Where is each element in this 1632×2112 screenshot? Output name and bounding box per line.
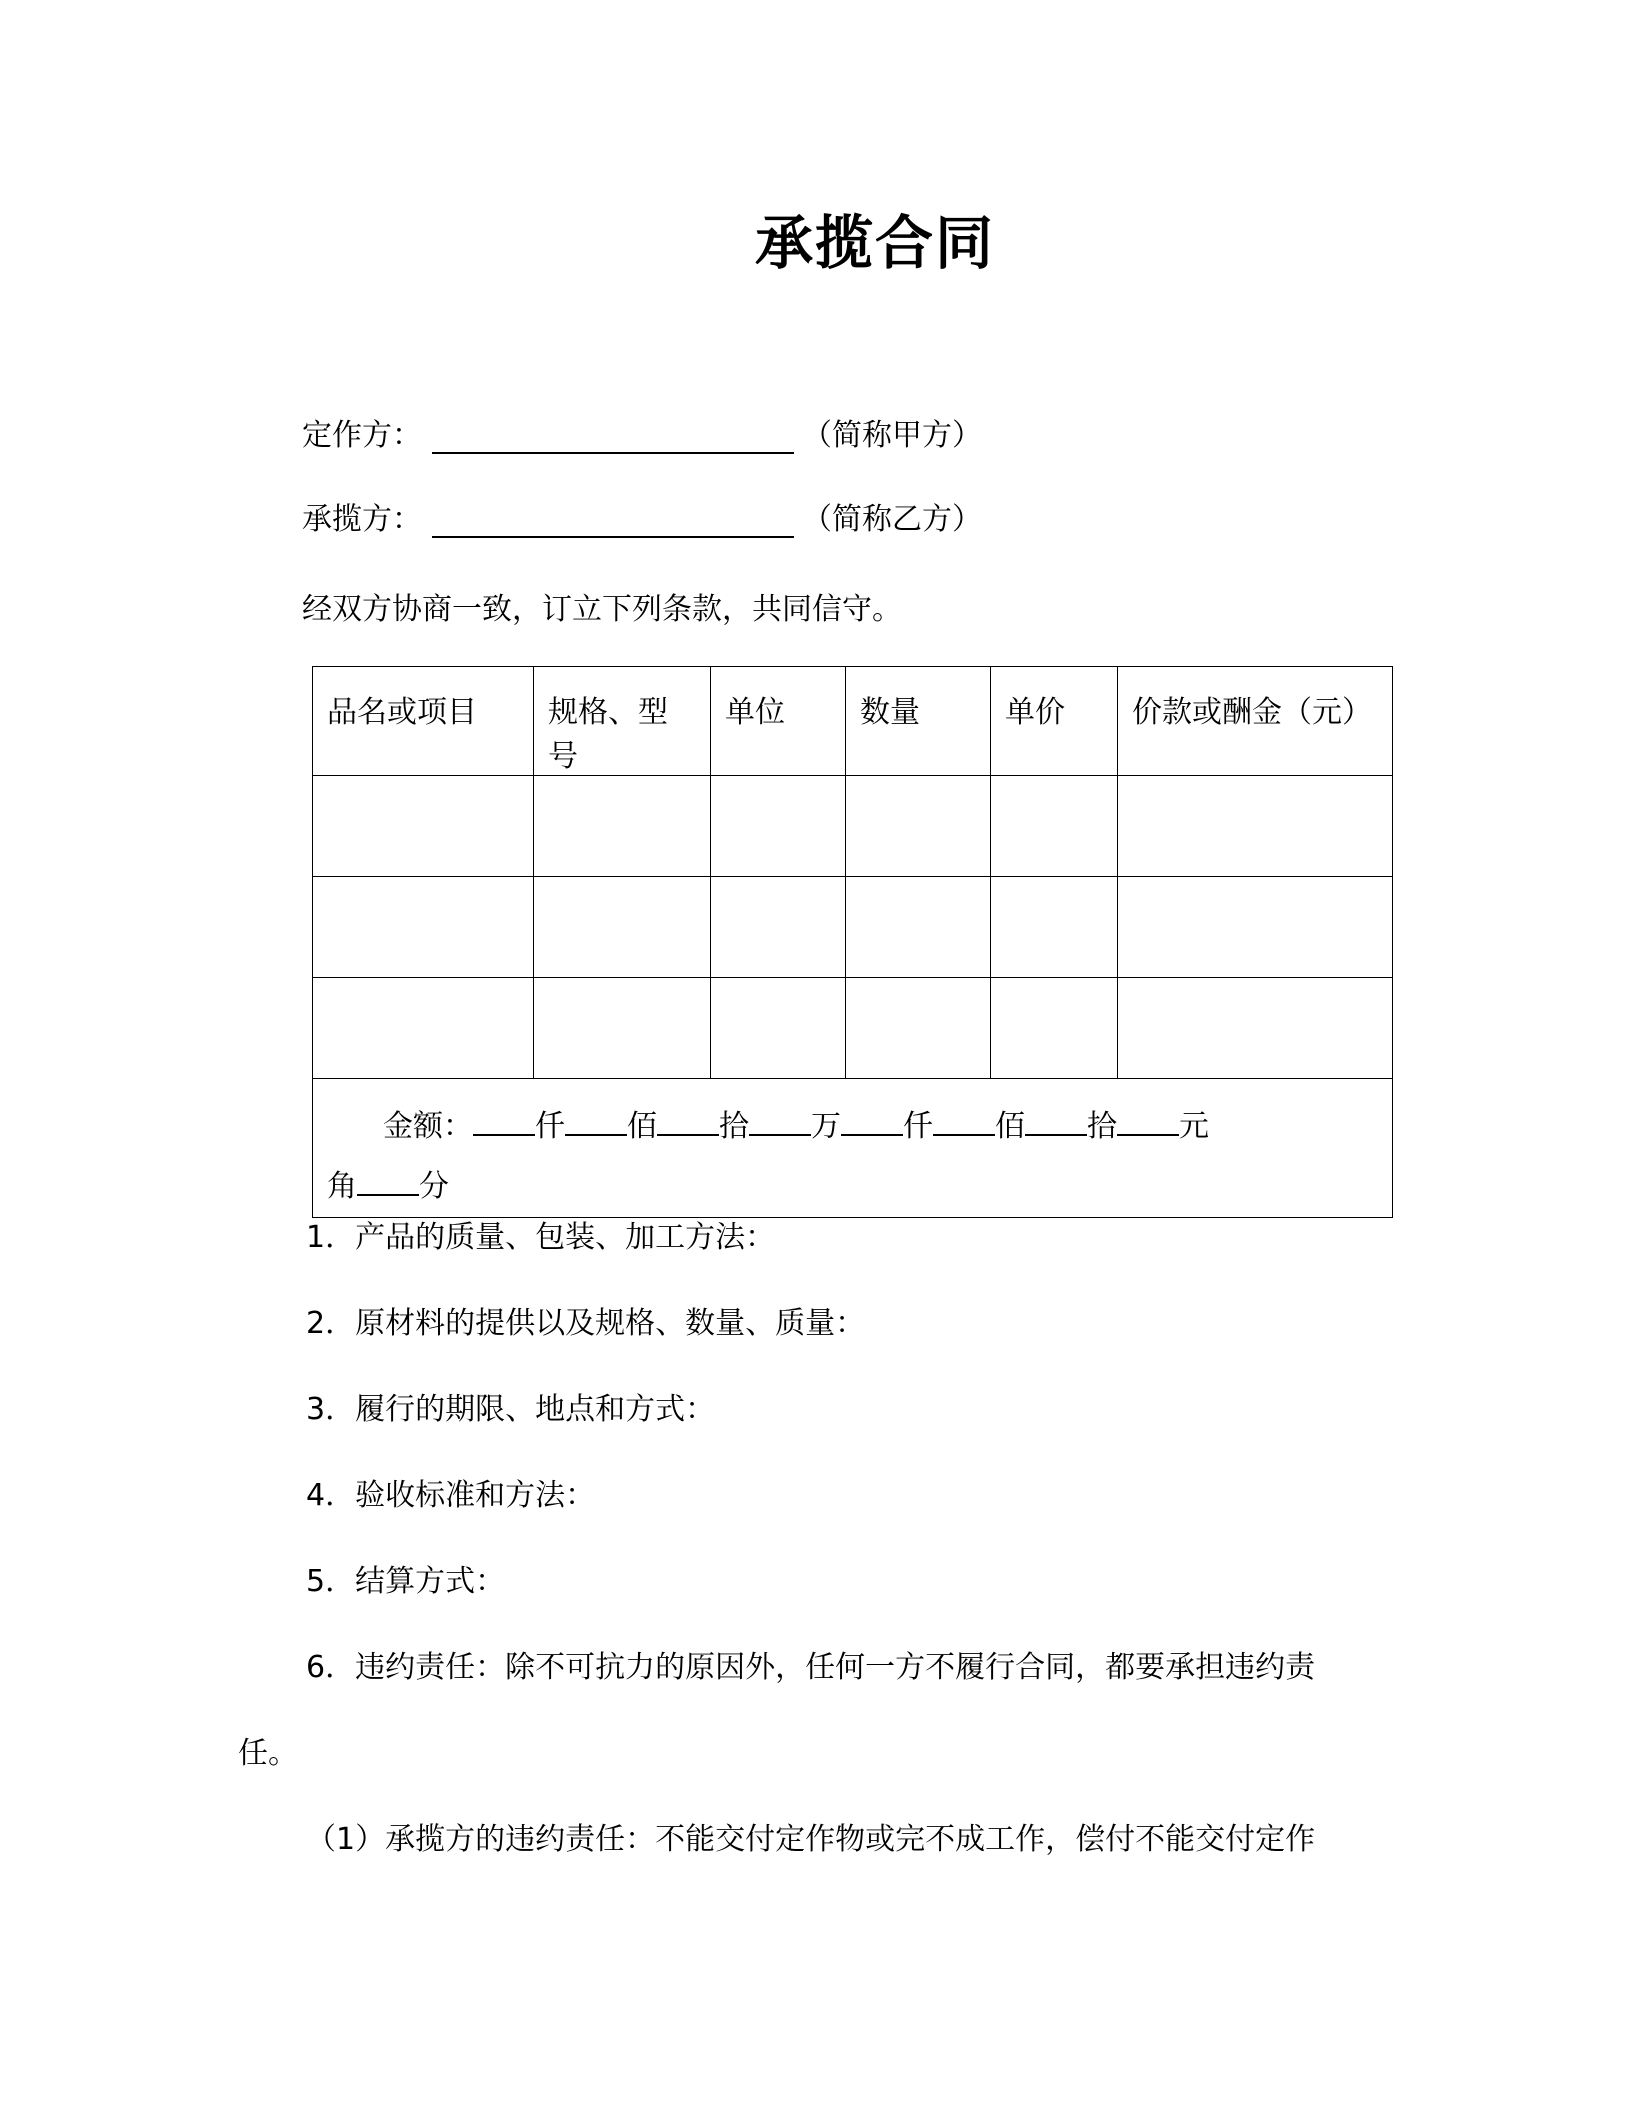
contractor-name-blank[interactable] — [432, 506, 794, 538]
contractor-abbrev: （简称乙方） — [802, 502, 982, 537]
table-cell[interactable] — [846, 877, 991, 978]
table-cell[interactable] — [846, 978, 991, 1079]
table-cell[interactable] — [1118, 978, 1393, 1079]
amount-blank[interactable] — [841, 1108, 903, 1136]
amount-blank[interactable] — [749, 1108, 811, 1136]
amount-unit: 仟 — [535, 1109, 565, 1144]
amount-cell — [313, 1079, 1393, 1218]
amount-unit: 拾 — [1087, 1109, 1117, 1144]
intro-text: 经双方协商一致，订立下列条款，共同信守。 — [302, 592, 902, 627]
client-abbrev: （简称甲方） — [802, 418, 982, 453]
client-label: 定作方： — [302, 418, 422, 453]
amount-blank[interactable] — [657, 1108, 719, 1136]
table-cell[interactable] — [991, 978, 1118, 1079]
amount-blank[interactable] — [1025, 1108, 1087, 1136]
table-cell[interactable] — [711, 978, 846, 1079]
table-cell[interactable] — [534, 776, 711, 877]
table-row — [313, 877, 1393, 978]
amount-label: 金额： — [383, 1109, 473, 1144]
header-quantity: 数量 — [846, 667, 991, 776]
amount-row — [313, 1079, 1393, 1218]
table-cell[interactable] — [534, 877, 711, 978]
goods-table — [312, 666, 1393, 1218]
clause-4: 4．验收标准和方法： — [306, 1478, 596, 1513]
client-party-line — [302, 410, 982, 454]
amount-unit: 元 — [1179, 1109, 1209, 1144]
amount-unit: 拾 — [719, 1109, 749, 1144]
amount-unit: 佰 — [995, 1109, 1025, 1144]
amount-blank[interactable] — [565, 1108, 627, 1136]
table-cell[interactable] — [313, 776, 534, 877]
amount-unit: 万 — [811, 1109, 841, 1144]
amount-blank[interactable] — [357, 1168, 419, 1196]
table-cell[interactable] — [991, 877, 1118, 978]
header-total-price: 价款或酬金（元） — [1118, 667, 1393, 776]
amount-unit: 分 — [419, 1169, 449, 1204]
amount-blank[interactable] — [473, 1108, 535, 1136]
table-cell[interactable] — [711, 776, 846, 877]
amount-unit: 佰 — [627, 1109, 657, 1144]
amount-unit: 仟 — [903, 1109, 933, 1144]
table-cell[interactable] — [313, 978, 534, 1079]
clause-5: 5．结算方式： — [306, 1564, 506, 1599]
amount-blank[interactable] — [1117, 1108, 1179, 1136]
header-item-name: 品名或项目 — [313, 667, 534, 776]
clause-1: 1．产品的质量、包装、加工方法： — [306, 1220, 776, 1255]
table-cell[interactable] — [1118, 877, 1393, 978]
table-cell[interactable] — [313, 877, 534, 978]
header-unit-price: 单价 — [991, 667, 1118, 776]
document-title: 承揽合同 — [754, 209, 995, 277]
amount-unit: 角 — [327, 1169, 357, 1204]
table-cell[interactable] — [711, 877, 846, 978]
table-cell[interactable] — [534, 978, 711, 1079]
header-spec-model: 规格、型号 — [534, 667, 711, 776]
clause-3: 3．履行的期限、地点和方式： — [306, 1392, 716, 1427]
table-cell[interactable] — [1118, 776, 1393, 877]
table-row — [313, 776, 1393, 877]
client-name-blank[interactable] — [432, 422, 794, 454]
table-cell[interactable] — [991, 776, 1118, 877]
header-unit: 单位 — [711, 667, 846, 776]
clause-6: 6．违约责任：除不可抗力的原因外，任何一方不履行合同，都要承担违约责 — [306, 1650, 1316, 1685]
contractor-party-line — [302, 494, 982, 538]
clause-6-continued: 任。 — [238, 1736, 298, 1771]
clause-6-sub-1: （1）承揽方的违约责任：不能交付定作物或完不成工作，偿付不能交付定作 — [306, 1822, 1316, 1857]
table-header-row — [313, 667, 1393, 776]
clause-2: 2．原材料的提供以及规格、数量、质量： — [306, 1306, 866, 1341]
contractor-label: 承揽方： — [302, 502, 422, 537]
amount-blank[interactable] — [933, 1108, 995, 1136]
table-row — [313, 978, 1393, 1079]
table-cell[interactable] — [846, 776, 991, 877]
